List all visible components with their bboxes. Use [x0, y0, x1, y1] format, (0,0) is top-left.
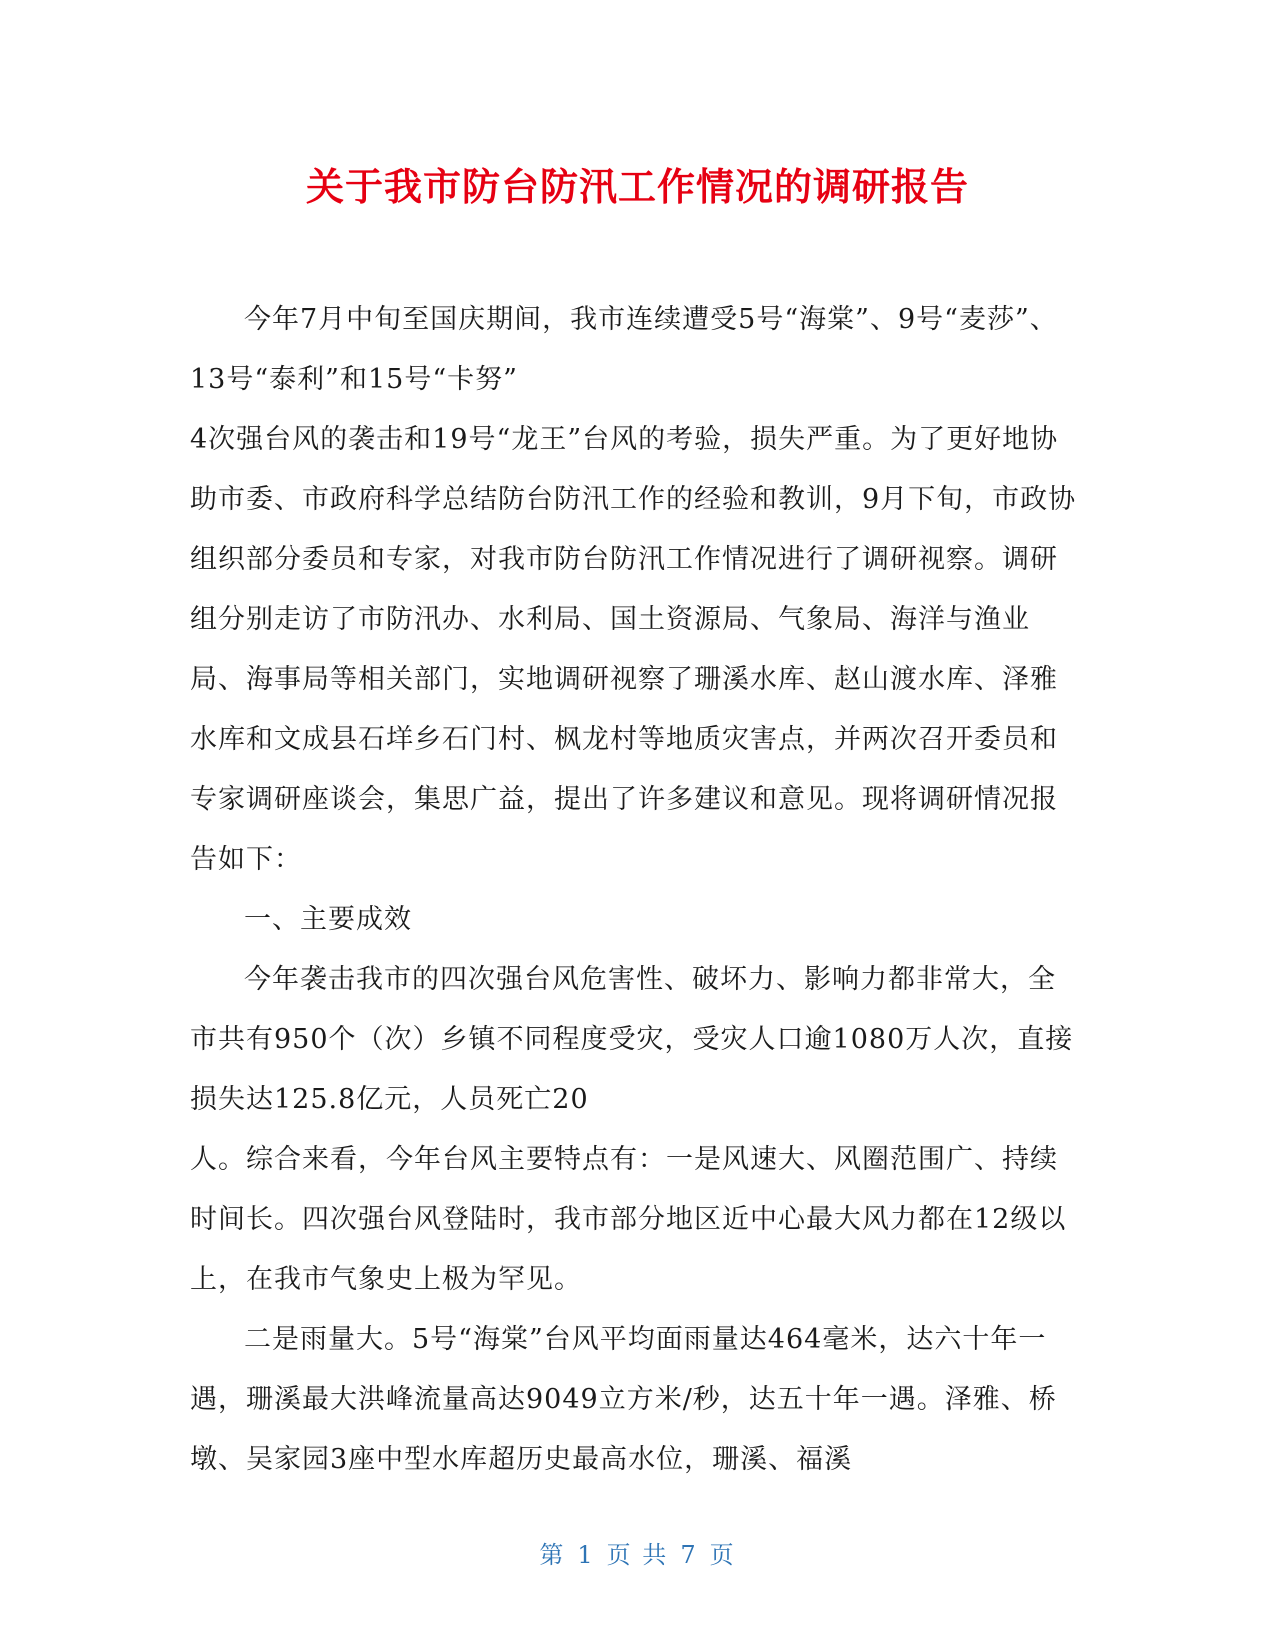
footer-prefix: 第	[539, 1541, 566, 1569]
footer-middle: 页 共	[606, 1541, 669, 1569]
footer-suffix: 页	[709, 1541, 736, 1569]
paragraph: 今年袭击我市的四次强台风危害性、破坏力、影响力都非常大，全市共有950个（次）乡镇不同程度受灾，受灾人口逾1080万人次，直接损失达125.8亿元，人员死亡20	[190, 964, 1074, 1115]
document-title: 关于我市防台防汛工作情况的调研报告	[305, 165, 969, 209]
paragraph: 4次强台风的袭击和19号“龙王”台风的考验，损失严重。为了更好地协助市委、市政府科学总结防台防汛工作的经验和教训，9月下旬，市政协组织部分委员和专家，对我市防台防汛工作情况进行了调研视察。调研组分别走访了市防汛办、水利局、国土资源局、气象局、海洋与渔业局、海事局等相关部门，实地调研视察了珊溪水库、赵山渡水库、泽雅水库和文成县石垟乡石门村、枫龙村等地质灾害点，并两次召开委员和专家调研座谈会，集思广益，提出了许多建议和意见。现将调研情况报告如下：	[190, 424, 1077, 875]
document-body	[190, 290, 1080, 1490]
page-footer	[0, 1540, 1275, 1570]
current-page-number: 1	[577, 1541, 595, 1569]
paragraph: 今年7月中旬至国庆期间，我市连续遭受5号“海棠”、9号“麦莎”、 13号“泰利”和15号“卡努”	[190, 304, 1058, 395]
section-heading: 一、主要成效	[244, 904, 412, 935]
paragraph: 二是雨量大。5号“海棠”台风平均面雨量达464毫米，达六十年一遇，珊溪最大洪峰流量高达9049立方米/秒，达五十年一遇。泽雅、桥墩、吴家园3座中型水库超历史最高水位，珊溪、福溪	[190, 1324, 1057, 1475]
paragraph: 人。综合来看，今年台风主要特点有：一是风速大、风圈范围广、持续时间长。四次强台风登陆时，我市部分地区近中心最大风力都在12级以上，在我市气象史上极为罕见。	[190, 1144, 1067, 1295]
total-pages-number: 7	[680, 1541, 698, 1569]
